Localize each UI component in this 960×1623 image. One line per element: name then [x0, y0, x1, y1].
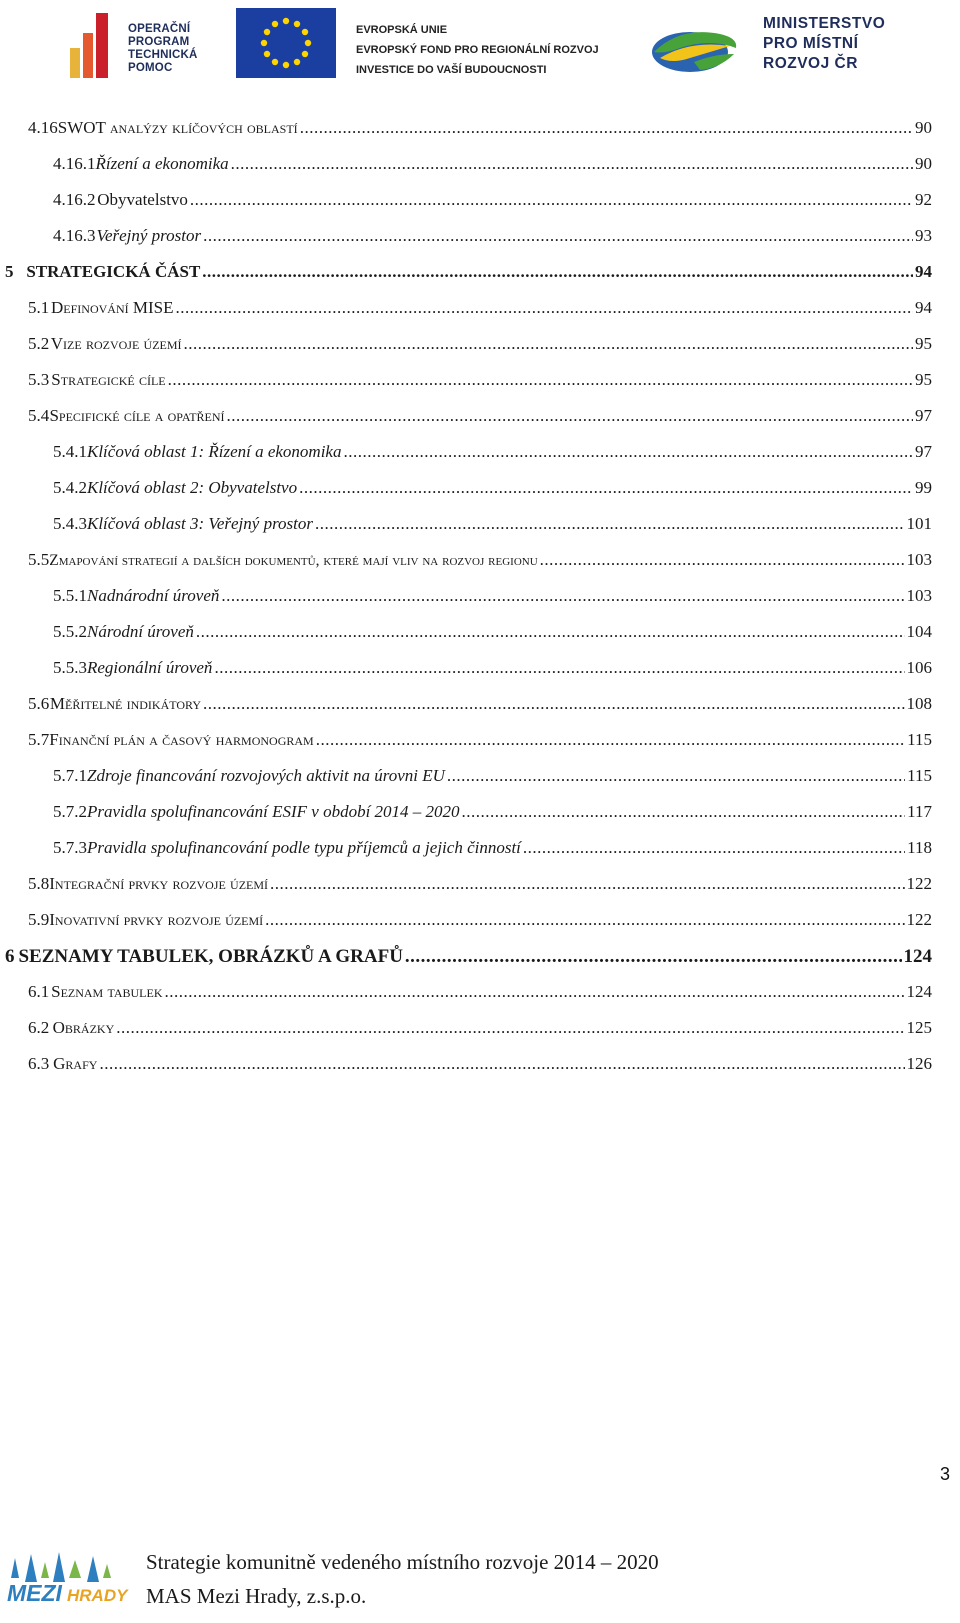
toc-entry[interactable] [28, 1054, 932, 1080]
toc-leader [227, 406, 913, 426]
eu-flag-icon [236, 8, 336, 78]
optp-line: PROGRAM [128, 36, 190, 48]
toc-page: 90 [915, 154, 932, 173]
toc-title: Národní úroveň [87, 622, 194, 641]
toc-leader [221, 586, 904, 606]
toc-page: 97 [915, 406, 932, 425]
toc-title: Seznam tabulek [51, 982, 163, 1001]
toc-page: 125 [906, 1018, 932, 1037]
toc-leader [270, 874, 904, 894]
toc-entry[interactable] [53, 802, 932, 828]
toc-leader [405, 946, 902, 968]
toc-page: 122 [906, 910, 932, 929]
toc-leader [214, 658, 904, 678]
toc-page: 99 [915, 478, 932, 497]
toc-entry[interactable] [28, 1018, 932, 1044]
toc-leader [203, 226, 913, 246]
toc-leader [99, 1054, 904, 1074]
toc-number: 6 [5, 946, 15, 967]
toc-number: 6.2 [28, 1018, 50, 1037]
toc-page: 118 [907, 838, 932, 857]
toc-leader [168, 370, 913, 390]
toc-entry[interactable] [53, 622, 932, 648]
toc-leader [202, 262, 913, 282]
eu-line: INVESTICE DO VAŠÍ BUDOUCNOSTI [356, 64, 547, 76]
toc-leader [300, 118, 913, 138]
toc-title: Integrační prvky rozvoje území [49, 874, 269, 893]
page-footer [0, 1530, 960, 1620]
toc-entry[interactable] [5, 262, 932, 288]
toc-entry[interactable] [28, 730, 932, 756]
toc-page: 117 [907, 802, 932, 821]
toc-entry[interactable] [28, 406, 932, 432]
toc-number: 4.16.3 [53, 226, 96, 245]
toc-leader [299, 478, 913, 498]
toc-title: SEZNAMY TABULEK, OBRÁZKŮ A GRAFŮ [18, 946, 403, 967]
toc-entry[interactable] [53, 838, 932, 864]
toc-number: 4.16.1 [53, 154, 96, 173]
toc-leader [196, 622, 905, 642]
toc-number: 5.5.1 [53, 586, 87, 605]
toc-page: 103 [906, 550, 932, 569]
toc-title: Regionální úroveň [87, 658, 213, 677]
toc-number: 6.1 [28, 982, 50, 1001]
toc-page: 103 [906, 586, 932, 605]
toc-leader [315, 514, 904, 534]
toc-title: SWOT analýzy klíčových oblastí [57, 118, 298, 137]
toc-page: 95 [915, 370, 932, 389]
mmr-text [763, 14, 885, 74]
logo-word-hrady: HRADY [67, 1586, 128, 1605]
toc-page: 94 [915, 298, 932, 317]
optp-line: OPERAČNÍ [128, 23, 191, 35]
toc-number: 5.7 [28, 730, 50, 749]
toc-title: Specifické cíle a opatření [49, 406, 225, 425]
toc-number: 5.7.1 [53, 766, 87, 785]
footer-organization: MAS Mezi Hrady, z.s.p.o. [146, 1584, 367, 1608]
toc-page: 126 [906, 1054, 932, 1073]
toc-entry[interactable] [28, 982, 932, 1008]
toc-leader [176, 298, 914, 318]
toc-entry[interactable] [28, 694, 932, 720]
toc-title: Nadnárodní úroveň [87, 586, 220, 605]
toc-page: 92 [915, 190, 932, 209]
footer-document-title: Strategie komunitně vedeného místního rozvoje 2014 – 2020 [146, 1550, 659, 1574]
page-header [0, 0, 960, 90]
toc-title: Obyvatelstvo [97, 190, 188, 209]
toc-title: Klíčová oblast 2: Obyvatelstvo [87, 478, 298, 497]
toc-entry[interactable] [53, 766, 932, 792]
toc-entry[interactable] [28, 910, 932, 936]
optp-line: POMOC [128, 62, 173, 74]
toc-page: 94 [915, 262, 932, 281]
eu-line: EVROPSKÁ UNIE [356, 24, 448, 36]
toc-number: 5.7.2 [53, 802, 87, 821]
toc-entry[interactable] [53, 514, 932, 540]
toc-leader [462, 802, 906, 822]
toc-leader [316, 730, 905, 750]
toc-entry[interactable] [53, 586, 932, 612]
toc-entry[interactable] [53, 442, 932, 468]
toc-title: Veřejný prostor [96, 226, 202, 245]
toc-number: 4.16.2 [53, 190, 96, 209]
toc-number: 5.8 [28, 874, 50, 893]
toc-title: Řízení a ekonomika [95, 154, 229, 173]
optp-logo [70, 8, 205, 78]
toc-page: 122 [906, 874, 932, 893]
toc-title: Měřitelné indikátory [49, 694, 202, 713]
toc-number: 4.16 [28, 118, 58, 137]
toc-number: 5 [5, 262, 14, 281]
toc-leader [116, 1018, 904, 1038]
mmr-line: ROZVOJ ČR [763, 55, 858, 72]
mas-logo [5, 1548, 128, 1618]
toc-title: Grafy [53, 1054, 98, 1073]
toc-number: 5.5.3 [53, 658, 87, 677]
toc-leader [203, 694, 904, 714]
toc-number: 5.7.3 [53, 838, 87, 857]
toc-leader [231, 154, 913, 174]
toc-entry[interactable] [53, 190, 932, 216]
mmr-line: MINISTERSTVO [763, 15, 886, 32]
toc-leader [343, 442, 913, 462]
toc-entry[interactable] [28, 118, 932, 144]
toc-number: 5.4.2 [53, 478, 87, 497]
toc-title: Vize rozvoje území [50, 334, 182, 353]
toc-number: 5.2 [28, 334, 50, 353]
toc-page: 90 [915, 118, 932, 137]
toc-leader [190, 190, 913, 210]
toc-page: 124 [906, 982, 932, 1001]
toc-number: 5.5 [28, 550, 50, 569]
toc-entry[interactable] [28, 370, 932, 396]
optp-bars-icon [70, 8, 110, 78]
toc-number: 5.4.1 [53, 442, 87, 461]
mmr-logo-icon [650, 18, 740, 78]
toc-page: 108 [906, 694, 932, 713]
toc-title: Finanční plán a časový harmonogram [49, 730, 314, 749]
toc-page: 93 [915, 226, 932, 245]
toc-number: 5.9 [28, 910, 50, 929]
toc-number: 5.3 [28, 370, 50, 389]
toc-page: 124 [903, 946, 932, 967]
eu-text [356, 20, 599, 80]
toc-page: 95 [915, 334, 932, 353]
toc-page: 115 [907, 766, 932, 785]
toc-title: Zmapování strategií a dalších dokumentů, které mají vliv na rozvoj regionu [49, 552, 538, 569]
toc-entry[interactable] [53, 154, 932, 180]
mmr-line: PRO MÍSTNÍ [763, 35, 859, 52]
toc-leader [540, 550, 905, 570]
toc-page: 104 [906, 622, 932, 641]
toc-leader [165, 982, 905, 1002]
toc-number: 5.5.2 [53, 622, 87, 641]
toc-entry[interactable] [5, 946, 932, 972]
toc-title: Klíčová oblast 3: Veřejný prostor [87, 514, 314, 533]
toc-title: Pravidla spolufinancování podle typu příjemců a jejich činností [87, 838, 521, 857]
toc-page: 106 [906, 658, 932, 677]
toc-title: Klíčová oblast 1: Řízení a ekonomika [87, 442, 342, 461]
optp-line: TECHNICKÁ [128, 49, 198, 61]
optp-text [128, 23, 198, 75]
toc-entry[interactable] [28, 334, 932, 360]
toc-title: Obrázky [52, 1018, 115, 1037]
page-number: 3 [940, 1464, 951, 1484]
logo-word-mezi: MEZI [7, 1580, 62, 1606]
toc-number: 6.3 [28, 1054, 50, 1073]
toc-number: 5.1 [28, 298, 50, 317]
toc-title: Inovativní prvky rozvoje území [49, 910, 264, 929]
toc-title: Strategické cíle [51, 370, 166, 389]
toc-leader [184, 334, 913, 354]
toc-title: Pravidla spolufinancování ESIF v období 2014 – 2020 [87, 802, 460, 821]
toc-page: 97 [915, 442, 932, 461]
toc-leader [523, 838, 905, 858]
toc-entry[interactable] [28, 550, 932, 576]
toc-entry[interactable] [28, 298, 932, 324]
toc-entry[interactable] [53, 478, 932, 504]
toc-title: Zdroje financování rozvojových aktivit na úrovni EU [87, 766, 445, 785]
toc-entry[interactable] [53, 658, 932, 684]
toc-number: 5.4.3 [53, 514, 87, 533]
toc-title: Definování MISE [51, 298, 174, 317]
toc-number: 5.4 [28, 406, 50, 425]
eu-line: EVROPSKÝ FOND PRO REGIONÁLNÍ ROZVOJ [356, 44, 599, 56]
toc-title: STRATEGICKÁ ČÁST [26, 262, 201, 281]
toc-entry[interactable] [53, 226, 932, 252]
toc-page: 115 [907, 730, 932, 749]
toc-leader [265, 910, 904, 930]
toc-entry[interactable] [28, 874, 932, 900]
toc-leader [447, 766, 905, 786]
toc-number: 5.6 [28, 694, 50, 713]
toc-page: 101 [906, 514, 932, 533]
